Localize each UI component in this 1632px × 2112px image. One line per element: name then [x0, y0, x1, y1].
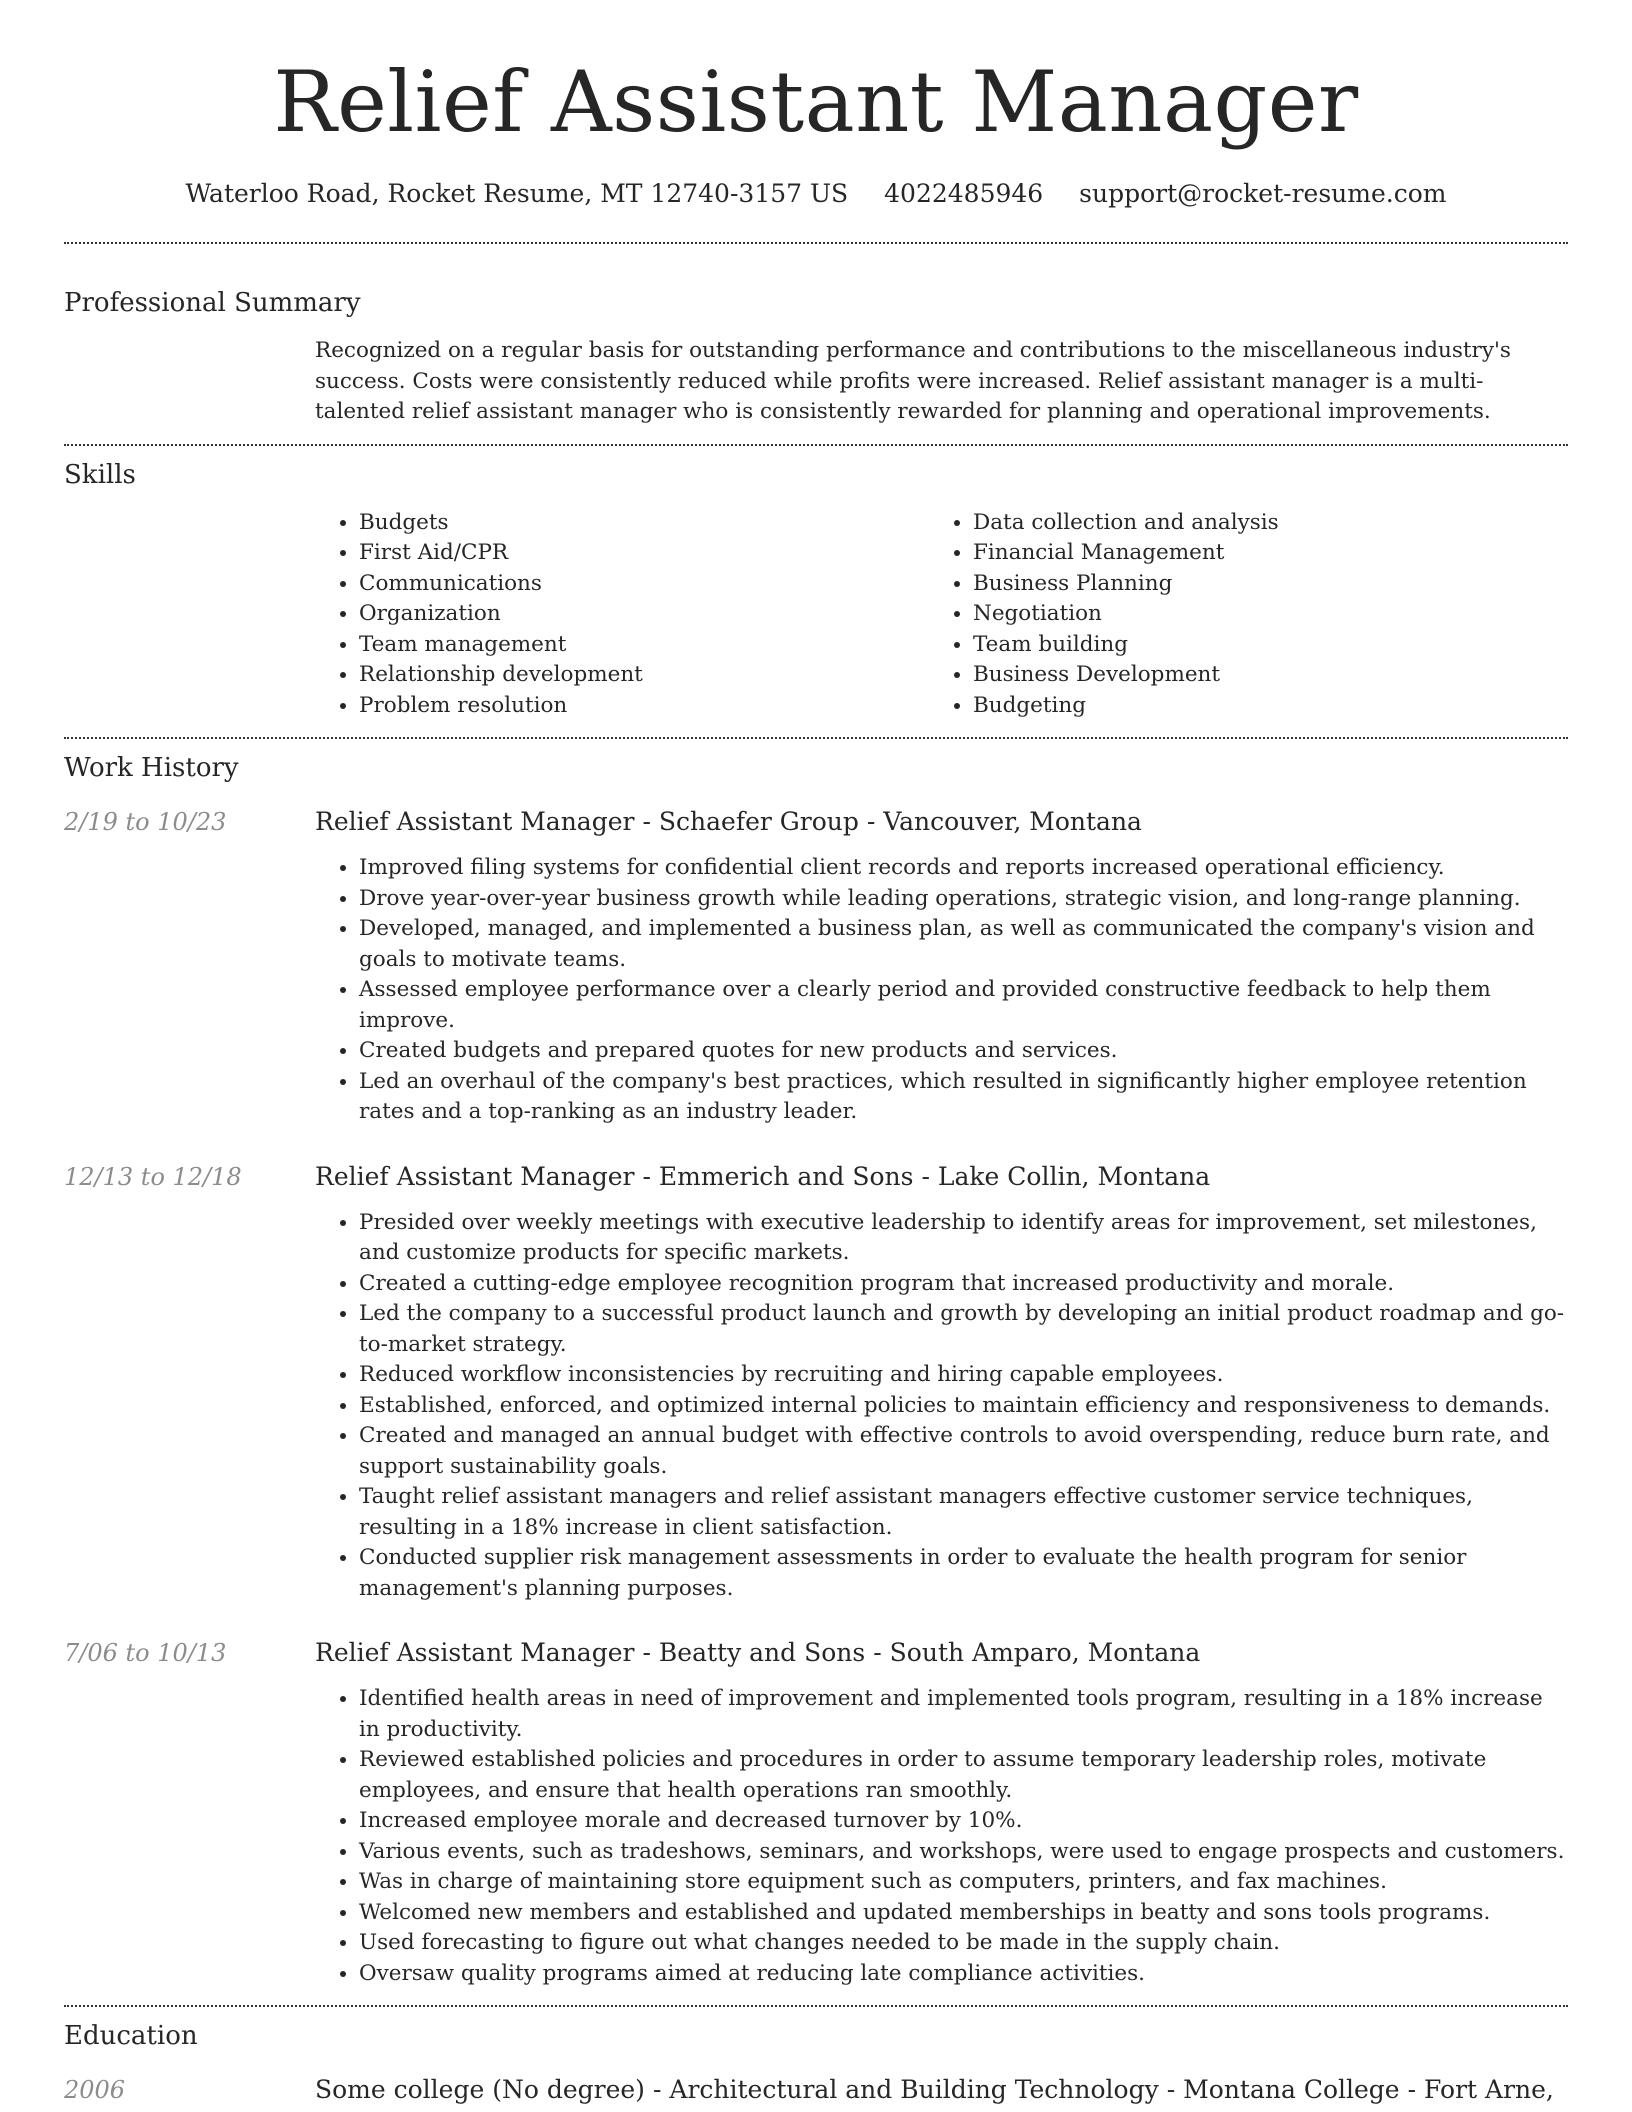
job-bullet: • Identified health areas in need of improvement and implemented tools program, resulting in a 18% increase in productivity. — [359, 1684, 1568, 1745]
contact-email: support@rocket-resume.com — [1079, 179, 1447, 208]
job-bullet: • Developed, managed, and implemented a business plan, as well as communicated the company's vision and goals to motivate teams. — [359, 914, 1568, 975]
job-bullet: • Presided over weekly meetings with executive leadership to identify areas for improvement, set milestones, and customize products for specific markets. — [359, 1208, 1568, 1269]
skills-columns — [315, 508, 1568, 722]
skills-right-list — [929, 508, 1543, 722]
resume-name: Relief Assistant Manager — [273, 53, 1359, 151]
summary-title: Professional Summary — [64, 288, 361, 318]
education-location: Fort Arne, — [1424, 2075, 1554, 2104]
summary-text: Recognized on a regular basis for outstanding performance and contributions to the miscellaneous industry's success. Costs were consistently reduced while profits were increased. Relief assistant manager is a multi-talented relief assistant manager who is consistently rewarded for planning and operational improvements. — [315, 338, 1511, 424]
job-bullet: • Increased employee morale and decreased turnover by 10%. — [359, 1806, 1568, 1837]
skills-left-list — [315, 508, 929, 722]
job-company: Emmerich and Sons — [658, 1161, 914, 1191]
job-bullet: • Established, enforced, and optimized internal policies to maintain efficiency and responsiveness to demands. — [359, 1391, 1568, 1422]
education-title: Education — [64, 2021, 198, 2051]
skill-item: • Budgeting — [973, 691, 1543, 722]
education-degree: Some college (No degree) — [315, 2075, 645, 2104]
job-bullet: • Created budgets and prepared quotes for new products and services. — [359, 1036, 1568, 1067]
job-bullet: • Reviewed established policies and procedures in order to assume temporary leadership roles, motivate employees, and ensure that health operations ran smoothly. — [359, 1745, 1568, 1806]
job-entry — [64, 1636, 1568, 1989]
job-bullet: • Various events, such as tradeshows, seminars, and workshops, were used to engage prospects and customers. — [359, 1837, 1568, 1868]
education-school: Montana College — [1183, 2075, 1400, 2104]
job-body — [315, 1636, 1568, 1989]
job-bullet: • Created a cutting-edge employee recognition program that increased productivity and morale. — [359, 1269, 1568, 1300]
resume-page — [64, 0, 1568, 2107]
education-field: Architectural and Building Technology — [669, 2075, 1159, 2104]
skills-section — [64, 446, 1568, 722]
job-location: Lake Collin, Montana — [937, 1161, 1211, 1191]
skill-item: • Communications — [359, 569, 929, 600]
contact-address: Waterloo Road, Rocket Resume, MT 12740-3157 US — [185, 179, 849, 208]
job-company: Beatty and Sons — [658, 1638, 866, 1667]
skill-item: • Negotiation — [973, 599, 1543, 630]
job-location: South Amparo, Montana — [889, 1638, 1201, 1667]
job-bullet: • Led the company to a successful product launch and growth by developing an initial product roadmap and go-to-market strategy. — [359, 1299, 1568, 1360]
job-bullet: • Drove year-over-year business growth while leading operations, strategic vision, and long-range planning. — [359, 884, 1568, 915]
job-heading: Relief Assistant Manager - Schaefer Group - Vancouver, Montana — [315, 807, 1142, 836]
summary-section — [64, 244, 1568, 428]
job-entry — [64, 805, 1568, 1128]
job-bullet: • Was in charge of maintaining store equipment such as computers, printers, and fax machines. — [359, 1867, 1568, 1898]
education-body — [315, 2073, 1568, 2107]
skills-title: Skills — [64, 459, 136, 490]
job-bullet: • Taught relief assistant managers and relief assistant managers effective customer service techniques, resulting in a 18% increase in client satisfaction. — [359, 1482, 1568, 1543]
skill-item: • Team building — [973, 630, 1543, 661]
work-section — [64, 739, 1568, 1989]
job-location: Vancouver, Montana — [883, 807, 1142, 836]
job-bullets — [315, 1208, 1568, 1605]
job-bullet: • Welcomed new members and established and updated memberships in beatty and sons tools programs. — [359, 1898, 1568, 1929]
job-bullets — [315, 853, 1568, 1128]
skill-item: • Business Planning — [973, 569, 1543, 600]
job-dates: 2/19 to 10/23 — [64, 808, 227, 836]
skill-item: • Organization — [359, 599, 929, 630]
contact-line — [64, 178, 1568, 210]
job-dates: 12/13 to 12/18 — [64, 1162, 242, 1191]
job-company: Schaefer Group — [658, 807, 859, 836]
education-section — [64, 2007, 1568, 2107]
job-bullet: • Reduced workflow inconsistencies by recruiting and hiring capable employees. — [359, 1360, 1568, 1391]
work-title: Work History — [64, 753, 239, 783]
job-body — [315, 1160, 1568, 1605]
job-heading: Relief Assistant Manager - Emmerich and Sons - Lake Collin, Montana — [315, 1161, 1211, 1191]
job-bullet: • Created and managed an annual budget with effective controls to avoid overspending, reduce burn rate, and support sustainability goals. — [359, 1421, 1568, 1482]
skill-item: • Relationship development — [359, 660, 929, 691]
job-role: Relief Assistant Manager — [315, 1161, 635, 1191]
job-bullet: • Led an overhaul of the company's best practices, which resulted in significantly higher employee retention rates and a top-ranking as an industry leader. — [359, 1067, 1568, 1128]
job-heading: Relief Assistant Manager - Beatty and Sons - South Amparo, Montana — [315, 1638, 1201, 1667]
job-dates: 7/06 to 10/13 — [64, 1639, 227, 1667]
job-bullet: • Used forecasting to figure out what changes needed to be made in the supply chain. — [359, 1928, 1568, 1959]
skill-item: • Team management — [359, 630, 929, 661]
skill-item: • Data collection and analysis — [973, 508, 1543, 539]
skill-item: • Problem resolution — [359, 691, 929, 722]
job-bullet: • Oversaw quality programs aimed at reducing late compliance activities. — [359, 1959, 1568, 1990]
skill-item: • Financial Management — [973, 538, 1543, 569]
job-body — [315, 805, 1568, 1128]
contact-phone: 4022485946 — [884, 179, 1044, 208]
job-entry — [64, 1160, 1568, 1605]
skill-item: • Business Development — [973, 660, 1543, 691]
education-entry — [64, 2073, 1568, 2107]
skill-item: • Budgets — [359, 508, 929, 539]
education-heading: Some college (No degree) - Architectural and Building Technology - Montana College - Fort Arne, — [315, 2075, 1554, 2104]
skill-item: • First Aid/CPR — [359, 538, 929, 569]
job-bullet: • Assessed employee performance over a clearly period and provided constructive feedback to help them improve. — [359, 975, 1568, 1036]
job-role: Relief Assistant Manager — [315, 807, 635, 836]
job-role: Relief Assistant Manager — [315, 1638, 635, 1667]
job-bullet: • Conducted supplier risk management assessments in order to evaluate the health program for senior management's planning purposes. — [359, 1543, 1568, 1604]
job-bullet: • Improved filing systems for confidential client records and reports increased operational efficiency. — [359, 853, 1568, 884]
education-dates: 2006 — [64, 2076, 126, 2104]
job-bullets — [315, 1684, 1568, 1989]
